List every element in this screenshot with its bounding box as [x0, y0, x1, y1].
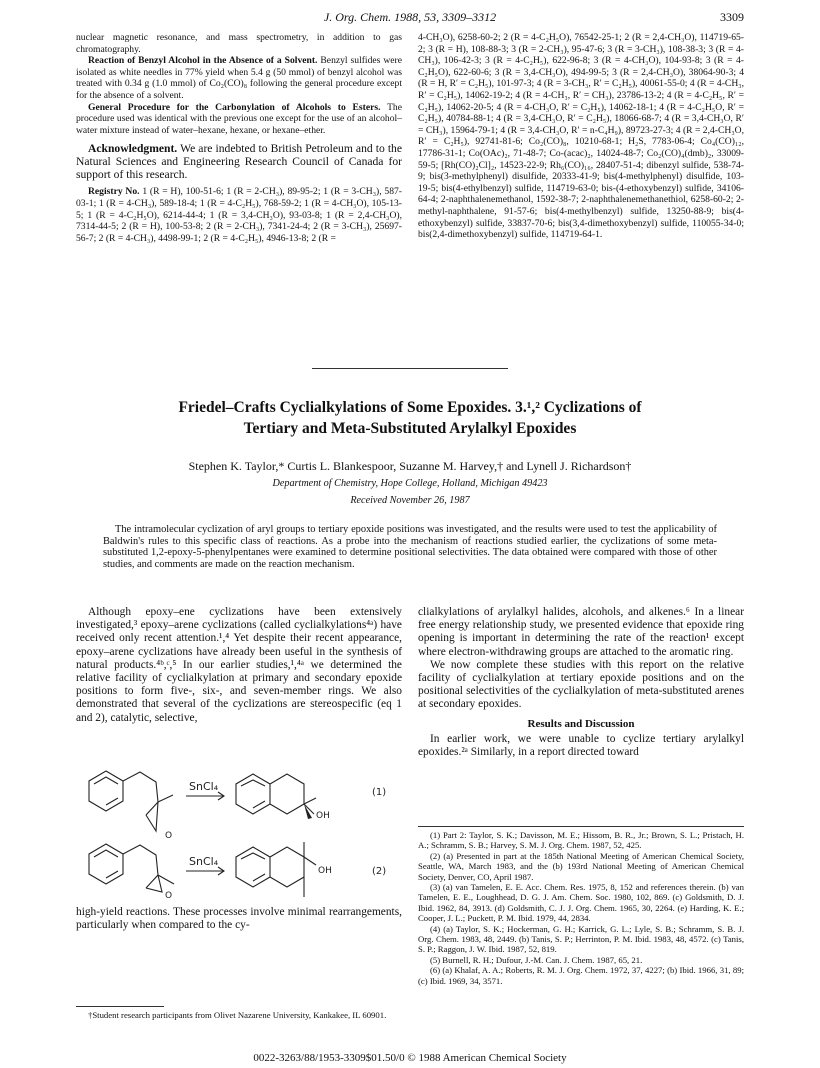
equation-number-2: (2) — [372, 866, 387, 877]
reactant-2-structure — [89, 844, 174, 892]
reaction-scheme — [76, 752, 402, 904]
right-paragraph-1: clialkylations of arylalkyl halides, alcohols, and alkenes.⁶ In a linear free energy relationship study, we presented evidence that epoxide ring opening is important in determining the rate of the reaction¹ except where electron-withdrawing groups are attached to the aromatic ring. — [418, 606, 744, 658]
registry-continued: 4-CH₃O), 6258-60-2; 2 (R = 4-C₂H₅O), 76542-25-1; 2 (R = 2,4-CH₃O), 114719-65-2; 3 (R = H), 108-88-3; 3 (R = 2-CH₃), 95-47-6; 3 (R = 3-CH₃), 108-38-3; 3 (R = 4-CH₃), 106-42-3; 3 (R = 4-C₂H₅), 622-96-8; 3 (R = 4-CH₃O), 104-93-8; 3 (R = 4-C₂H₅O), 622-60-6; 3 (R = 3,4-CH₃O), 494-99-5; 3 (R = 2,4-CH₃O), 38064-90-3; 4 (R = H, R′ = C₂H₅), 101-97-3; 4 (R = 3-CH₃, R′ = C₂H₅), 40061-55-0; 4 (R = 4-CH₃, R′ = C₂H₅), 14062-19-2; 4 (R = 4-CH₃, R′ = CH₃), 23786-13-2; 4 (R = 4-C₂H₅, R′ = C₂H₅), 14062-20-5; 4 (R = 4-CH₃O, R′ = C₂H₅), 14062-18-1; 4 (R = 4-C₂H₅O, R′ = C₂H₅), 40784-88-1; 4 (R = 3,4-CH₃O, R′ = C₂H₅), 18066-68-7; 4 (R = 3,4-CH₃O, R′ = CH₃), 15964-79-1; 4 (R = 3,4-CH₃O, R′ = n-C₄H₉), 89723-27-3; 4 (R = 2,4-CH₃O, R′ = C₂H₅), 92741-81-6; Co₂(CO)₈, 10210-68-1; H₂S, 7783-06-4; Co₄(CO)₁₂, 17786-31-1; Co(OAc)₂, 71-48-7; Co-(acac)₂, 14024-48-7; Co₂(CO)₄(dmb)₂, 33009-59-5; [Rh(CO)₂Cl]₂, 14523-22-9; Rh₆(CO)₁₆, 28407-51-4; dibenzyl sulfide, 538-74-9; bis(3-methylphenyl) disulfide, 20333-41-9; bis(4-methylphenyl) disulfide, 103-19-5; bis(4-ethylbenzyl) sulfide, 114719-63-0; bis-(4-ethoxybenzyl) sulfide, 34106-64-4; 2-naphthalenemethanol, 1592-38-7; 2-naphthalenemethanethiol, 6258-60-2; 2-methyl-naphthalene, 91-57-6; bis(4-methylbenzyl) sulfide, 13250-88-9; bis(4-ethoxybenzyl) sulfide, 33837-70-6; bis(3,4-dimethoxybenzyl) sulfide, 110055-34-0; bis(2,4-dimethoxybenzyl) sulfide, 114719-64-1. — [418, 32, 744, 241]
acknowledgment-heading: Acknowledgment. — [88, 142, 178, 156]
student-footnote-text: †Student research participants from Olivet Nazarene University, Kankakee, IL 60901. — [88, 1010, 387, 1020]
intro-paragraph: Although epoxy–ene cyclizations have been extensively investigated,³ epoxy–arene cyclizations (called cyclialkylations⁴ᵃ) have received only recent attention.¹,⁴ Yet despite their recent appearance, epoxy–arene cyclizations have already been useful in the synthesis of natural products.⁴ᵇ,ᶜ,⁵ In our earlier studies,¹,⁴ᵃ we determined the relative facility of cyclialkylation at primary and secondary epoxide positions to form five-, six-, and seven-member rings. We also demonstrated that several of the cyclizations are stereospecific (eq 1 and 2), catalytic, selective, — [76, 606, 402, 724]
author-list: Stephen K. Taylor,* Curtis L. Blankespoor, Suzanne M. Harvey,† and Lynell J. Richardson† — [188, 459, 632, 473]
hydroxyl-label-2: OH — [318, 866, 332, 876]
acknowledgment-text: We are indebted to British Petroleum and to the Natural Sciences and Engineering Research Council of Canada for support of this research. — [76, 142, 402, 182]
running-header — [0, 10, 820, 30]
reference-item: (1) Part 2: Taylor, S. K.; Davisson, M. E.; Hissom, B. R., Jr.; Brown, S. L.; Pristach, H. A.; Schramm, S. B.; Harvey, S. M. J. Org. Chem. 1987, 52, 425. — [418, 830, 744, 851]
after-scheme-paragraph: high-yield reactions. These processes involve minimal rearrangements, particularly when compared to the cy- — [76, 906, 402, 932]
benzyl-text: Benzyl sulfides were isolated as white needles in 77% yield when 5.4 g (50 mmol) of benzyl alcohol was treated with 0.34 g (1.0 mmol) of Co₂(CO)₈ following the general procedure except for the absence of a solvent. — [76, 55, 402, 101]
carbonylation-paragraph — [76, 102, 402, 137]
title-line-1: Friedel–Crafts Cyclialkylations of Some Epoxides. 3.¹,² Cyclizations of — [178, 399, 642, 416]
student-footnote — [76, 1010, 402, 1020]
reference-item: (4) (a) Taylor, S. K.; Hockerman, G. H.; Karrick, G. L.; Lyle, S. B.; Schramm, S. B. J. Org. Chem. 1983, 48, 2449. (b) Tanis, S. P.; Herrinton, P. M. Ibid. 1983, 48, 4572. (c) Tanis, S. P.; Raggon, J. W. Ibid. 1987, 52, 819. — [418, 923, 744, 955]
article-title — [60, 397, 760, 439]
experimental-text: nuclear magnetic resonance, and mass spectrometry, in addition to gas chromatography. — [76, 32, 402, 55]
section-divider — [312, 368, 508, 369]
acknowledgment-paragraph — [76, 142, 402, 181]
top-right-column — [418, 32, 744, 241]
benzyl-paragraph — [76, 55, 402, 101]
reference-item: (6) (a) Khalaf, A. A.; Roberts, R. M. J. Org. Chem. 1972, 37, 4227; (b) Ibid. 1966, 31, 89; (c) Ibid. 1969, 34, 3571. — [418, 965, 744, 986]
results-heading: Results and Discussion — [527, 717, 635, 730]
epoxide-oxygen-1: O — [165, 831, 173, 841]
registry-text: 1 (R = H), 100-51-6; 1 (R = 2-CH₃), 89-95-2; 1 (R = 3-CH₃), 587-03-1; 1 (R = 4-CH₃), 589-18-4; 1 (R = 4-C₂H₅), 768-59-2; 1 (R = 4-CH₃O), 105-13-5; 1 (R = 4-C₂H₅O), 6214-44-4; 1 (R = 3,4-CH₃O), 93-03-8; 1 (R = 2,4-CH₃O), 7314-44-5; 2 (R = H), 100-53-8; 2 (R = 2-CH₃), 7341-24-4; 2 (R = 3-CH₃), 25697-56-7; 2 (R = 4-CH₃), 4498-99-1; 2 (R = 4-C₂H₅), 4946-13-8; 2 (R = — [76, 186, 402, 244]
reagent-label-1: SnCl₄ — [189, 780, 219, 793]
reagent-label-2: SnCl₄ — [189, 855, 219, 868]
journal-citation: J. Org. Chem. 1988, 53, 3309–3312 — [323, 10, 497, 24]
abstract-text: The intramolecular cyclization of aryl groups to tertiary epoxide positions was investigated, and the results were used to test the applicability of Baldwin's rules to this specific class of reactions. As a probe into the mechanism of reactions studied earlier, the cyclizations of some meta-substituted 1,2-epoxy-5-phenylpentanes were examined to determine positional selectivities. The data obtained were compared with those of other studies, and comments are made on the reaction mechanism. — [103, 524, 717, 570]
registry-heading: Registry No. — [88, 186, 140, 198]
received-date: Received November 26, 1987 — [350, 495, 470, 506]
reactant-1-structure — [89, 771, 173, 831]
scheme-svg — [76, 752, 402, 904]
reference-item: (2) (a) Presented in part at the 185th National Meeting of American Chemical Society, Seattle, WA, March 1983, and the (b) 193rd National Meeting of American Chemical Society, Denver, CO, April 1987. — [418, 850, 744, 882]
reference-item: (5) Burnell, R. H.; Dufour, J.-M. Can. J. Chem. 1987, 65, 21. — [430, 954, 643, 965]
equation-number-1: (1) — [372, 787, 387, 798]
right-paragraph-2: We now complete these studies with this report on the relative facility of cyclialkylation at tertiary epoxide positions and on the positional selectivities of the cyclialkylation of meta-substituted arenes at secondary epoxides. — [418, 658, 744, 711]
carbonylation-text: The procedure used was identical with the previous one except for the use of an alcohol–water mixture instead of water–hexane, hexane, or hexane–ether. — [76, 101, 402, 136]
product-1-structure — [236, 774, 316, 814]
results-paragraph: In earlier work, we were unable to cyclize tertiary arylalkyl epoxides.²ᵃ Similarly, in a report directed toward — [418, 732, 744, 759]
title-line-2: Tertiary and Meta-Substituted Arylalkyl Epoxides — [243, 420, 577, 437]
page-number: 3309 — [720, 10, 744, 24]
references — [418, 830, 744, 986]
abstract — [103, 524, 717, 570]
product-2-structure — [236, 842, 316, 897]
references-divider — [418, 826, 744, 827]
carbonylation-heading: General Procedure for the Carbonylation of Alcohols to Esters. — [88, 101, 381, 113]
registry-paragraph — [76, 186, 402, 244]
page-footer: 0022-3263/88/1953-3309$01.50/0 © 1988 American Chemical Society — [253, 1052, 567, 1064]
body-left-continued — [76, 906, 402, 932]
epoxide-oxygen-2: O — [165, 891, 173, 901]
hydroxyl-label-1: OH — [316, 811, 330, 821]
body-right-column — [418, 606, 744, 759]
top-left-column — [76, 32, 402, 244]
reference-item: (3) (a) van Tamelen, E. E. Acc. Chem. Res. 1975, 8, 152 and references therein. (b) van Tamelen, E. E., Loughhead, D. G. J. Am. Chem. Soc. 1980, 102, 869. (c) Goldsmith, D. J. Ibid. 1962, 84, 3913. (d) Goldsmith, C. J. J. Org. Chem. 1965, 30, 2264. (e) Harding, K. E.; Cooper, J. L.; Puckett, P. M. Ibid. 1979, 44, 2834. — [418, 882, 744, 924]
affiliation: Department of Chemistry, Hope College, Holland, Michigan 49423 — [272, 478, 548, 489]
body-left-column — [76, 606, 402, 725]
footnote-divider — [76, 1006, 164, 1007]
benzyl-heading: Reaction of Benzyl Alcohol in the Absence of a Solvent. — [88, 55, 318, 67]
